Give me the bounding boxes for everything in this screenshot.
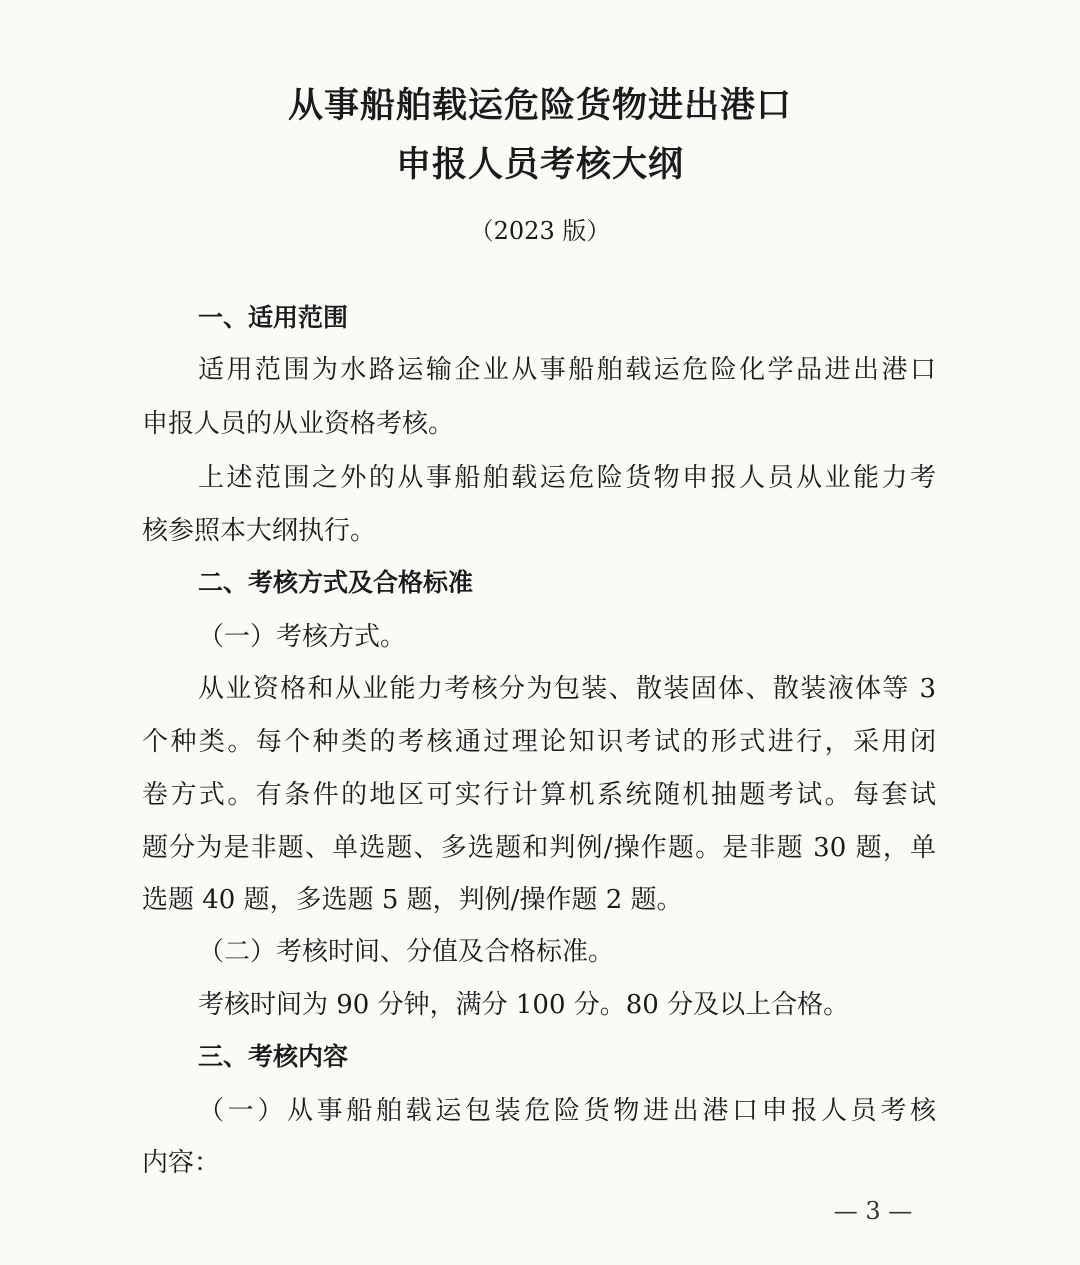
section-2-subheading-1: （一）考核方式。 <box>198 622 407 652</box>
section-1-heading: 一、适用范围 <box>198 303 349 332</box>
document-title-line-2: 申报人员考核大纲 <box>395 145 684 185</box>
section-2-subheading-2: （二）考核时间、分值及合格标准。 <box>198 937 615 967</box>
section-2-heading: 二、考核方式及合格标准 <box>198 568 474 597</box>
page-number: — 3 — <box>833 1197 913 1225</box>
section-3-heading: 三、考核内容 <box>198 1042 349 1071</box>
document-edition: （2023 版） <box>469 217 611 245</box>
document-title-line-1: 从事船舶载运危险货物进出港口 <box>287 86 792 126</box>
section-2-paragraph-1-line-1: 从业资格和从业能力考核分为包装、散装固体、散装液体等 3 <box>198 674 936 704</box>
section-2-paragraph-1-line-5: 选题 40 题，多选题 5 题，判例/操作题 2 题。 <box>142 885 683 915</box>
section-1-paragraph-1-line-2: 申报人员的从业资格考核。 <box>142 409 455 439</box>
section-2-paragraph-2-line-1: 考核时间为 90 分钟，满分 100 分。80 分及以上合格。 <box>198 990 850 1020</box>
section-3-subheading-1-line-1: （一）从事船舶载运包装危险货物进出港口申报人员考核 <box>198 1096 936 1126</box>
section-2-paragraph-1-line-2: 个种类。每个种类的考核通过理论知识考试的形式进行，采用闭 <box>142 727 936 757</box>
section-3-subheading-1-line-2: 内容： <box>142 1148 221 1178</box>
section-1-paragraph-2-line-2: 核参照本大纲执行。 <box>142 516 377 546</box>
section-1-paragraph-1-line-1: 适用范围为水路运输企业从事船舶载运危险化学品进出港口 <box>198 355 936 385</box>
section-2-paragraph-1-line-4: 题分为是非题、单选题、多选题和判例/操作题。是非题 30 题，单 <box>142 833 936 863</box>
section-1-paragraph-2-line-1: 上述范围之外的从事船舶载运危险货物申报人员从业能力考 <box>198 463 936 493</box>
section-2-paragraph-1-line-3: 卷方式。有条件的地区可实行计算机系统随机抽题考试。每套试 <box>142 780 936 810</box>
